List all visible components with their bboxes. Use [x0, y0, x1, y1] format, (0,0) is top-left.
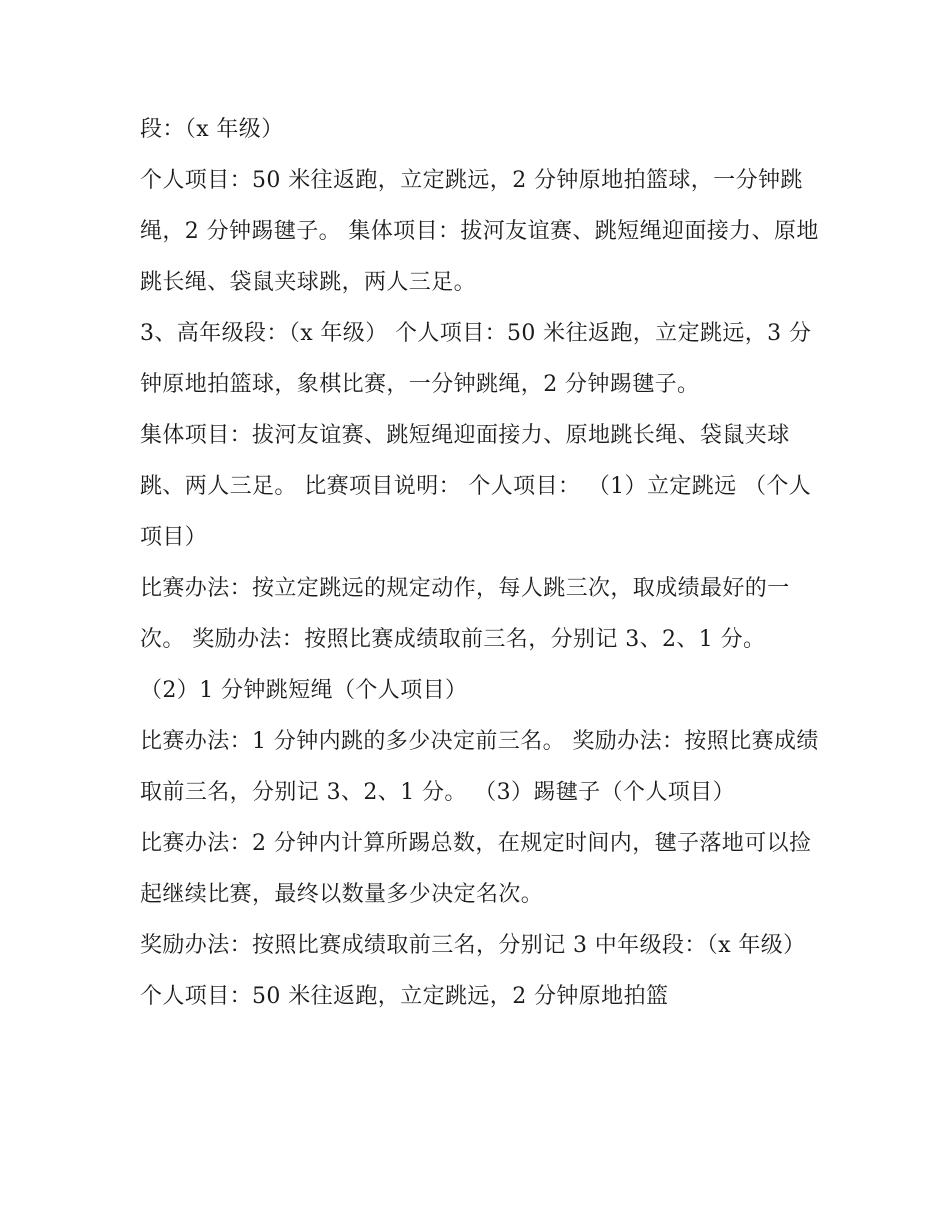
paragraph-grade-section: 段：（x 年级） — [140, 117, 284, 142]
paragraph-long-jump-rules: 比赛办法：按立定跳远的规定动作，每人跳三次，取成绩最好的一次。 奖励办法：按照比赛成绩取前三名，分别记 3、2、1 分。 （2）1 分钟跳短绳（个人项目） — [140, 576, 790, 703]
document-body — [140, 104, 820, 1022]
paragraph-rope-skipping-rules: 比赛办法：1 分钟内跳的多少决定前三名。 奖励办法：按照比赛成绩取前三名，分别记 3、2、1 分。 （3）踢毽子（个人项目） — [140, 729, 819, 805]
paragraph-group-events: 集体项目：拔河友谊赛、跳短绳迎面接力、原地跳长绳、袋鼠夹球跳、两人三足。 比赛项目说明： 个人项目： （1）立定跳远 （个人项目） — [140, 423, 812, 550]
paragraph-senior-grade-events: 3、高年级段：（x 年级） 个人项目：50 米往返跑，立定跳远，3 分钟原地拍篮球，象棋比赛，一分钟跳绳，2 分钟踢毽子。 — [140, 321, 812, 397]
paragraph-shuttlecock-rules: 比赛办法：2 分钟内计算所踢总数，在规定时间内，毽子落地可以捡起继续比赛，最终以数量多少决定名次。 — [140, 831, 812, 907]
paragraph-award-rules: 奖励办法：按照比赛成绩取前三名，分别记 3 中年级段：（x 年级） 个人项目：50 米往返跑，立定跳远，2 分钟原地拍篮 — [140, 933, 806, 1009]
paragraph-middle-grade-events: 个人项目：50 米往返跑，立定跳远，2 分钟原地拍篮球，一分钟跳绳，2 分钟踢毽子。 集体项目：拔河友谊赛、跳短绳迎面接力、原地跳长绳、袋鼠夹球跳，两人三足。 — [140, 168, 819, 295]
